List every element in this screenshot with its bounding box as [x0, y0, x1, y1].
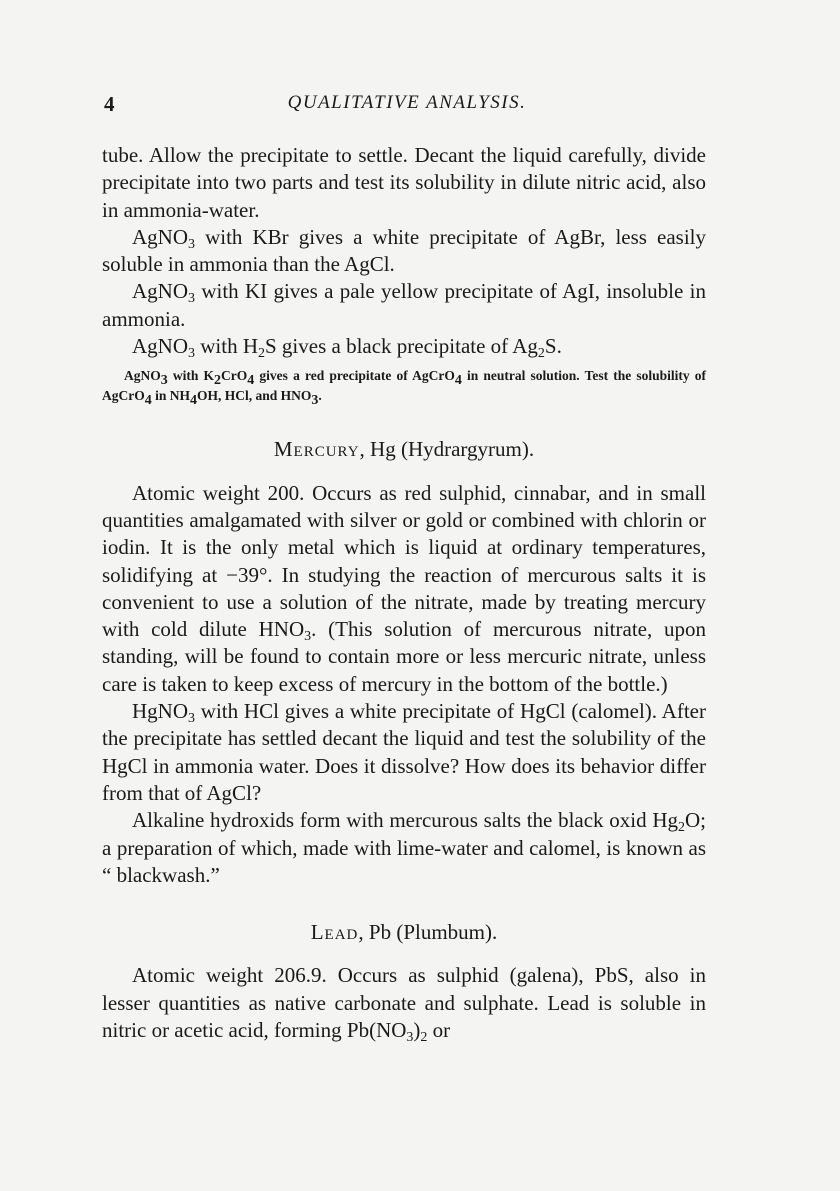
running-title: QUALITATIVE ANALYSIS. [287, 92, 527, 113]
paragraph: tube. Allow the precipitate to settle. Decant the liquid carefully, divide precipitate into two parts and test its solubility in dilute nitric acid, also in ammonia-water. [102, 143, 706, 222]
paragraph: Atomic weight 200. Occurs as red sulphid, cinnabar, and in small quantities amalgamated with silver or gold or combined with chlorin or iodin. It is the only metal which is liquid at ordinary temperatures, solidifying at −39°. In studying the reaction of mercurous salts it is convenient to use a solution of the nitrate, made by treating mercury with cold dilute $HNO_3$. (This solution of mercurous nitrate, upon standing, will be found to contain more or less mercuric nitrate, unless care is taken to keep excess of mercury in the bottom of the bottle.) [102, 480, 706, 696]
paragraph: HgNO$_3$ with HCl gives a white precipitate of HgCl (calomel). After the precipitate has settled decant the liquid and test the solubility of the HgCl in ammonia water. Does it dissolve? How does its behavior differ from that of AgCl? [102, 699, 706, 805]
section-heading-mercury: Mercury, Hg (Hydrargyrum). [273, 437, 535, 462]
paragraph: AgNO$_3$ with KBr gives a white precipitate of AgBr, less easily soluble in ammonia than the AgCl. [102, 224, 706, 277]
section-heading-lead: Lead, Pb (Plumbum). [310, 920, 498, 945]
footnote-paragraph: AgNO$_3$ with $K_2CrO_4$ gives a red precipitate of AgCrO$_4$ in neutral solution. Test the solubility of AgCrO$_4$ in $NH_4OH$, HCl, and $HNO_3$. [102, 368, 706, 409]
page-number: 4 [104, 92, 115, 116]
page-header [104, 92, 710, 118]
paragraph: AgNO$_3$ with $H_2S$ gives a black precipitate of $Ag_2S$. [132, 334, 562, 362]
paragraph: Atomic weight 206.9. Occurs as sulphid (galena), PbS, also in lesser quantities as native carbonate and sulphate. Lead is soluble in nitric or acetic acid, forming $Pb(NO_3)_2$ or [102, 963, 706, 1046]
paragraph: AgNO$_3$ with KI gives a pale yellow precipitate of AgI, insoluble in ammonia. [102, 279, 706, 331]
body-text [102, 142, 706, 1044]
paragraph: Alkaline hydroxids form with mercurous salts the black oxid $Hg_2O$; a preparation of which, made with lime-water and calomel, is known as “ blackwash.” [102, 808, 706, 887]
